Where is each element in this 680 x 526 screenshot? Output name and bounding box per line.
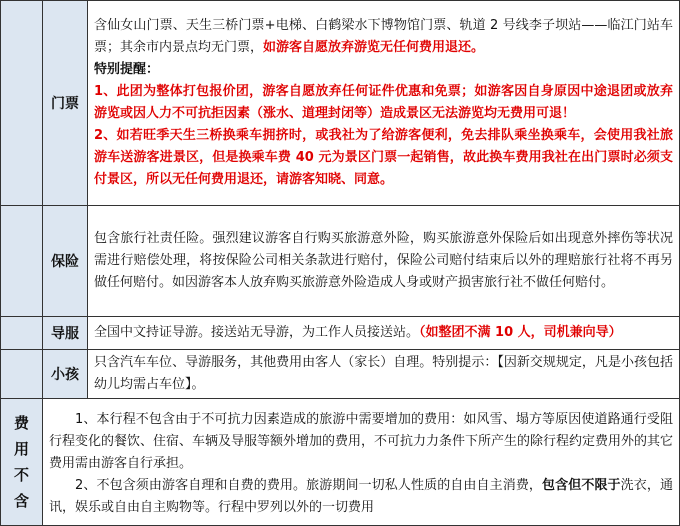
- guide-content: [88, 317, 680, 350]
- tickets-content: [88, 1, 680, 206]
- fees-para-2-start: 2、不包含须由游客自理和自费的费用。旅游期间一切私人性质的自由自主消费，: [75, 478, 543, 493]
- section-spacer-cell: [1, 317, 43, 350]
- fees-para-1: 1、本行程不包含由于不可抗力因素造成的旅游中需要增加的费用：如风雪、塌方等原因使道路通行受阻行程变化的餐饮、住宿、车辆及导服等额外增加的费用，不可抗力力条件下所产生的除行程约定费用外的其它费用需由游客自行承担。: [49, 412, 674, 471]
- fees-label-char: 含: [13, 492, 29, 510]
- guide-text: 全国中文持证导游。接送站无导游，为工作人员接送站。: [94, 325, 420, 340]
- fees-excluded-label: [1, 399, 43, 526]
- tickets-line1: 含仙女山门票、天生三桥门票+电梯、白鹤梁水下博物馆门票、轨道 2 号线李子坝站——临江门站车票；其余市内景点均无门票，: [94, 18, 673, 55]
- fees-label-char: 费: [13, 414, 29, 432]
- tickets-label: 门票: [43, 1, 88, 206]
- reminder-note-2: 2、如若旺季天生三桥换乘车拥挤时，或我社为了给游客便利，免去排队乘坐换乘车，会使用我社旅游车送游客进景区，但是换乘车费 40 元为景区门票一起销售，故此换车费用我社在出门票时必须支付景区，所以无任何费用退还，请游客知晓、同意。: [94, 128, 673, 187]
- section-spacer-cell: [1, 1, 43, 206]
- special-reminder-title: 特别提醒：: [94, 62, 160, 77]
- child-row: [1, 350, 680, 399]
- section-spacer-cell: [1, 206, 43, 317]
- tickets-row: [1, 1, 680, 206]
- guide-label: 导服: [43, 317, 88, 350]
- insurance-label: 保险: [43, 206, 88, 317]
- tickets-no-refund-note: 如游客自愿放弃游览无任何费用退还。: [263, 40, 485, 55]
- guide-small-group-note: （如整团不满 10 人，司机兼向导）: [419, 325, 622, 340]
- reminder-note-1: 1、此团为整体打包报价团，游客自愿放弃任何证件优惠和免票；如游客因自身原因中途退团或放弃游览或因人力不可抗拒因素（涨水、道理封闭等）造成景区无法游览均无费用可退！: [94, 84, 673, 121]
- insurance-row: [1, 206, 680, 317]
- guide-row: [1, 317, 680, 350]
- fees-excluded-row: [1, 399, 680, 526]
- fees-label-char: 用: [13, 440, 29, 458]
- fees-para-2-end: 洗衣，通讯，娱乐或自由自主购物等。行程中罗列以外的一切费用: [49, 478, 673, 515]
- fees-para-2: [49, 475, 673, 519]
- tickets-main-text: [94, 15, 673, 59]
- section-spacer-cell: [1, 350, 43, 399]
- child-content: 只含汽车车位、导游服务，其他费用由客人（家长）自理。特别提示：【因新交规规定，凡是小孩包括幼儿均需占车位】。: [88, 350, 680, 399]
- fees-excluded-content: [43, 399, 680, 526]
- child-label: 小孩: [43, 350, 88, 399]
- fees-para-2-bold: 包含但不限于: [542, 478, 621, 493]
- insurance-content: 包含旅行社责任险。强烈建议游客自行购买旅游意外险，购买旅游意外保险后如出现意外摔伤等状况需进行赔偿处理，将按保险公司相关条款进行赔付，保险公司赔付结束后以外的理赔旅行社将不再另做任何赔付。如因游客本人放弃购买旅游意外险造成人身或财产损害旅行社不做任何赔付。: [88, 206, 680, 317]
- fees-label-char: 不: [13, 466, 29, 484]
